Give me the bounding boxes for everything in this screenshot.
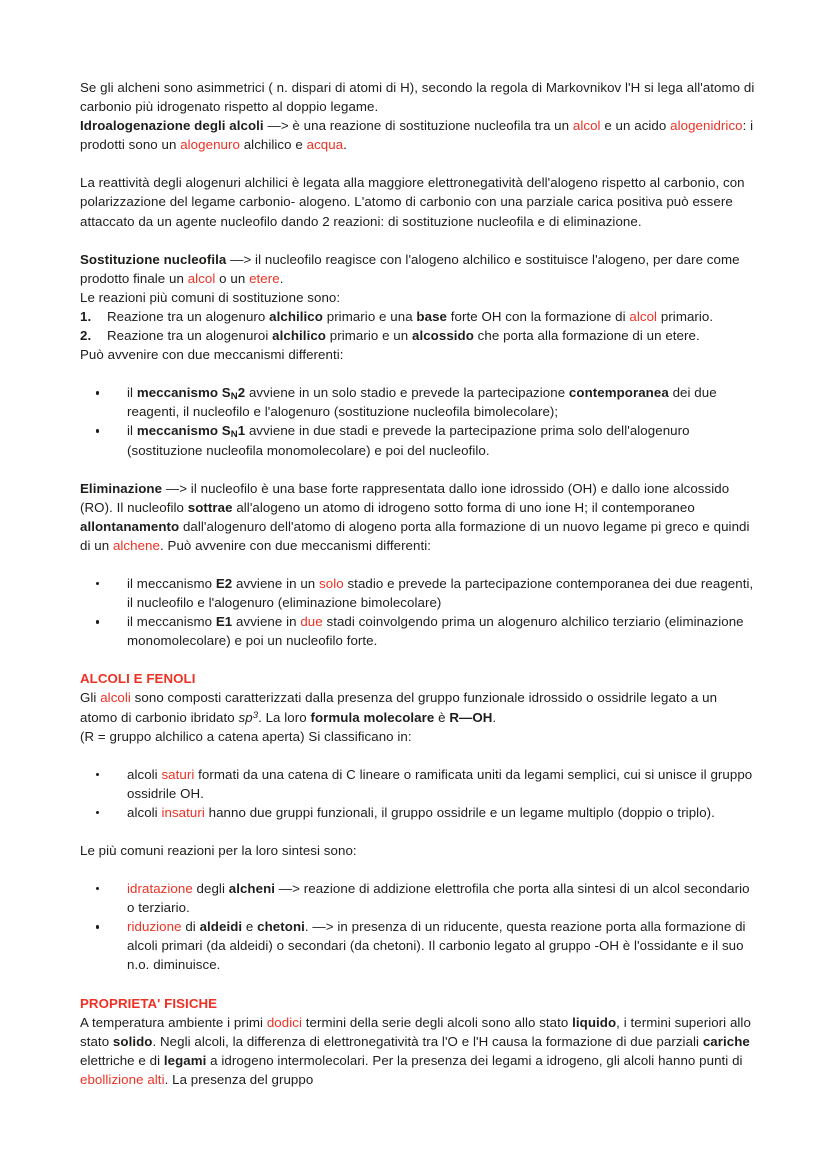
sostituzione-numbered-list [80, 307, 758, 345]
text-run-highlight: dodici [266, 1014, 302, 1030]
paragraph-intro [80, 78, 758, 154]
list-item [80, 917, 758, 974]
alcoli-formula-molecolare: formula molecolare [310, 709, 435, 725]
text-run: alcoli [127, 766, 162, 782]
text-run: che porta alla formazione di un etere. [473, 328, 700, 344]
text-run: avviene in due stadi e prevede la partecipazione prima solo dell'alogenuro (sostituzione nucleofila monomolecolare) e poi del nucleofilo. [127, 423, 690, 458]
spacer [80, 231, 758, 250]
paragraph-eliminazione [80, 479, 758, 555]
alcoli-sintesi-list [80, 879, 758, 974]
intro-after-alogenidrico: : i prodotti sono un [80, 118, 754, 153]
text-run: dei due reagenti, il nucleofilo e l'alogenuro (sostituzione nucleofila bimolecolare); [127, 385, 717, 420]
heading-proprieta-fisiche: PROPRIETA' FISICHE [80, 995, 218, 1011]
intro-alogenidrico: alogenidrico [670, 118, 743, 134]
spacer [80, 460, 758, 479]
sostituzione-alcol: alcol [187, 270, 216, 286]
text-run-bold: cariche [702, 1033, 750, 1049]
eliminazione-alchene: alchene [112, 537, 160, 553]
text-run: hanno due gruppi funzionali, il gruppo ossidrile e un legame multiplo (doppio o triplo). [204, 804, 715, 820]
text-run-bold: base [416, 308, 447, 324]
document-body [80, 78, 758, 1089]
text-run: avviene in [232, 614, 301, 630]
sostituzione-body-c: . [279, 270, 284, 286]
text-run-bold: E1 [215, 614, 233, 630]
text-run-highlight: alcol [629, 308, 658, 324]
text-run-highlight: insaturi [161, 804, 205, 820]
sostituzione-body-b: o un [215, 270, 250, 286]
paragraph-reattivita: La reattività degli alogenuri alchilici è legata alla maggiore elettronegatività dell'alogeno rispetto al carbonio, con polarizzazione del legame carbonio- alogeno. L'atomo di carbonio con una parziale carica positiva può essere attaccato da un agente nucleofilo dando 2 reazioni: di sostituzione nucleofila e di eliminazione. [80, 175, 745, 229]
text-run: a idrogeno intermolecolari. Per la presenza dei legami a idrogeno, gli alcoli hanno punti di [206, 1052, 743, 1068]
spacer [80, 860, 758, 879]
eliminazione-body-d: . Può avvenire con due meccanismi differenti: [159, 537, 432, 553]
eliminazione-term: Eliminazione [80, 480, 163, 496]
paragraph-proprieta-fisiche [80, 1013, 758, 1089]
text-run: termini della serie degli alcoli sono allo stato [301, 1014, 573, 1030]
text-run: primario. [657, 308, 714, 324]
text-run-bold: alchilico [269, 308, 323, 324]
text-run-bold: meccanismo S [136, 385, 231, 401]
sostituzione-term: Sostituzione nucleofila [80, 251, 227, 267]
text-run-highlight: idratazione [127, 881, 193, 897]
eliminazione-body-b: all'alogeno un atomo di idrogeno sotto forma di uno ione H; il contemporaneo [232, 499, 695, 515]
text-run: e [242, 919, 258, 935]
text-run: elettriche e di [80, 1052, 164, 1068]
intro-after-term: è una reazione di sostituzione nucleofila tra un [288, 118, 573, 134]
sostituzione-arrow: —> [230, 251, 252, 267]
text-run-bold: liquido [572, 1014, 617, 1030]
text-run-highlight: due [300, 614, 323, 630]
meccanismi-sn-list [80, 383, 758, 459]
intro-line-1: Se gli alcheni sono asimmetrici ( n. dispari di atomi di H), secondo la regola di Markovnikov l'H si lega all'atomo di carbonio più idrogenato rispetto al doppio legame. [80, 80, 755, 115]
text-run-bold: legami [163, 1052, 207, 1068]
text-run-bold: solido [112, 1033, 153, 1049]
list-item [80, 612, 758, 650]
alcoli-r-note: (R = gruppo alchilico a catena aperta) Si classificano in: [80, 728, 412, 744]
text-run: , i termini superiori allo stato [80, 1014, 751, 1049]
text-run: avviene in un solo stadio e prevede la partecipazione [245, 385, 569, 401]
alcoli-r-oh: R—OH [449, 709, 493, 725]
text-run: formati da una catena di C lineare o ramificata uniti da legami semplici, cui si unisce il gruppo ossidrile OH. [127, 766, 753, 801]
text-run: avviene in un [232, 575, 320, 591]
list-item [80, 879, 758, 917]
text-run-bold: alchilico [272, 328, 326, 344]
text-run: il meccanismo [127, 614, 216, 630]
text-run: di [181, 919, 200, 935]
text-run: . La presenza del gruppo [164, 1071, 314, 1087]
eliminazione-sottrae: sottrae [187, 499, 233, 515]
meccanismi-e-list [80, 574, 758, 650]
alcoli-classificazione-list [80, 765, 758, 822]
intro-term-idroalogenazione: Idroalogenazione degli alcoli [80, 118, 264, 134]
text-run-bold: contemporanea [568, 385, 669, 401]
alcoli-intro-b: sono composti caratterizzati dalla presenza del gruppo funzionale idrossido o ossidrile legato a un atomo di carbonio ibridato [80, 690, 718, 725]
text-run-bold: alcheni [228, 881, 276, 897]
text-run: il [127, 385, 137, 401]
alcoli-sp-exponent: 3 [252, 709, 259, 721]
sostituzione-etere: etere [249, 270, 280, 286]
eliminazione-body-c: dall'alogenuro dell'atomo di alogeno porta alla formazione di un nuovo legame pi greco e quindi di un [80, 518, 750, 553]
text-run-bold: 1 [237, 423, 246, 439]
alcoli-intro-a: Gli [80, 690, 101, 706]
text-run: stadi coinvolgendo prima un alogenuro alchilico terziario (eliminazione monomolecolare) e poi un nucleofilo forte. [127, 614, 744, 649]
spacer [80, 822, 758, 841]
text-run: Reazione tra un alogenuroi [107, 328, 273, 344]
intro-alogenuro: alogenuro [180, 137, 240, 153]
text-run-bold: 2 [237, 385, 246, 401]
text-run: stadio e prevede la partecipazione contemporanea dei due reagenti, il nucleofilo e l'alogenuro (eliminazione bimolecolare) [127, 575, 754, 611]
intro-arrow: —> [267, 118, 289, 134]
text-run: alcoli [127, 804, 162, 820]
intro-after-alogenuro: alchilico e [239, 137, 307, 153]
text-run-highlight: riduzione [127, 919, 182, 935]
text-run-bold: chetoni [257, 919, 305, 935]
text-run-highlight: saturi [161, 766, 195, 782]
text-run-bold: E2 [215, 575, 233, 591]
heading-alcoli-e-fenoli: ALCOLI E FENOLI [80, 671, 196, 687]
intro-end: . [343, 137, 347, 153]
sostituzione-body-a: il nucleofilo reagisce con l'alogeno alchilico e sostituisce l'alogeno, per dare come prodotto finale un [80, 251, 740, 286]
spacer [80, 975, 758, 994]
spacer [80, 154, 758, 173]
sostituzione-lead-in: Le reazioni più comuni di sostituzione sono: [80, 289, 341, 305]
text-run-bold: meccanismo S [136, 423, 231, 439]
text-run: Reazione tra un alogenuro [107, 308, 270, 324]
paragraph-alcoli-intro [80, 688, 758, 745]
list-item [80, 326, 758, 345]
text-run: primario e un [325, 328, 412, 344]
text-run: A temperatura ambiente i primi [80, 1014, 267, 1030]
alcoli-intro-d: è [434, 709, 450, 725]
text-run-highlight: solo [319, 575, 344, 591]
text-run: il [127, 423, 137, 439]
text-run-bold: alcossido [411, 328, 474, 344]
text-run-subscript: N [230, 429, 238, 441]
spacer [80, 650, 758, 669]
eliminazione-body-a: il nucleofilo è una base forte rappresentata dallo ione idrossido (OH) e dallo ione alcossido (RO). Il nucleofilo [80, 480, 730, 515]
text-run: il meccanismo [127, 575, 216, 591]
intro-alcol: alcol [572, 118, 601, 134]
text-run: . Negli alcoli, la differenza di elettronegatività tra l'O e l'H causa la formazione di due parziali [152, 1033, 703, 1049]
alcoli-sp: sp [238, 709, 253, 725]
text-run: primario e una [322, 308, 417, 324]
alcoli-intro-c: . La loro [258, 709, 311, 725]
spacer [80, 364, 758, 383]
paragraph-due-meccanismi: Può avvenire con due meccanismi differenti: [80, 347, 344, 363]
text-run: . —> in presenza di un riducente, questa reazione porta alla formazione di alcoli primari (da aldeidi) o secondari (da chetoni). Il carbonio legato al gruppo -OH è l'ossidante e il suo n.o. diminuisce. [127, 919, 746, 973]
text-run-subscript: N [230, 391, 238, 403]
paragraph-sostituzione-nucleofila [80, 250, 758, 307]
intro-acqua: acqua [306, 137, 344, 153]
eliminazione-arrow: —> [165, 480, 188, 496]
list-item [80, 803, 758, 822]
paragraph-sintesi-lead: Le più comuni reazioni per la loro sintesi sono: [80, 843, 357, 858]
text-run-highlight: ebollizione alti [80, 1071, 165, 1087]
text-run: degli [192, 881, 229, 897]
text-run: forte OH con la formazione di [447, 308, 630, 324]
spacer [80, 555, 758, 574]
alcoli-intro-e: . [492, 709, 497, 725]
list-item [80, 574, 758, 612]
list-item [80, 765, 758, 803]
text-run-bold: aldeidi [199, 919, 243, 935]
list-item [80, 383, 758, 421]
alcoli-word: alcoli [100, 690, 131, 706]
list-item [80, 307, 758, 326]
eliminazione-allontanamento: allontanamento [80, 518, 180, 534]
text-run: —> reazione di addizione elettrofila che porta alla sintesi di un alcol secondario o terziario. [127, 881, 750, 916]
intro-after-alcol: e un acido [600, 118, 671, 134]
spacer [80, 746, 758, 765]
list-item [80, 421, 758, 459]
